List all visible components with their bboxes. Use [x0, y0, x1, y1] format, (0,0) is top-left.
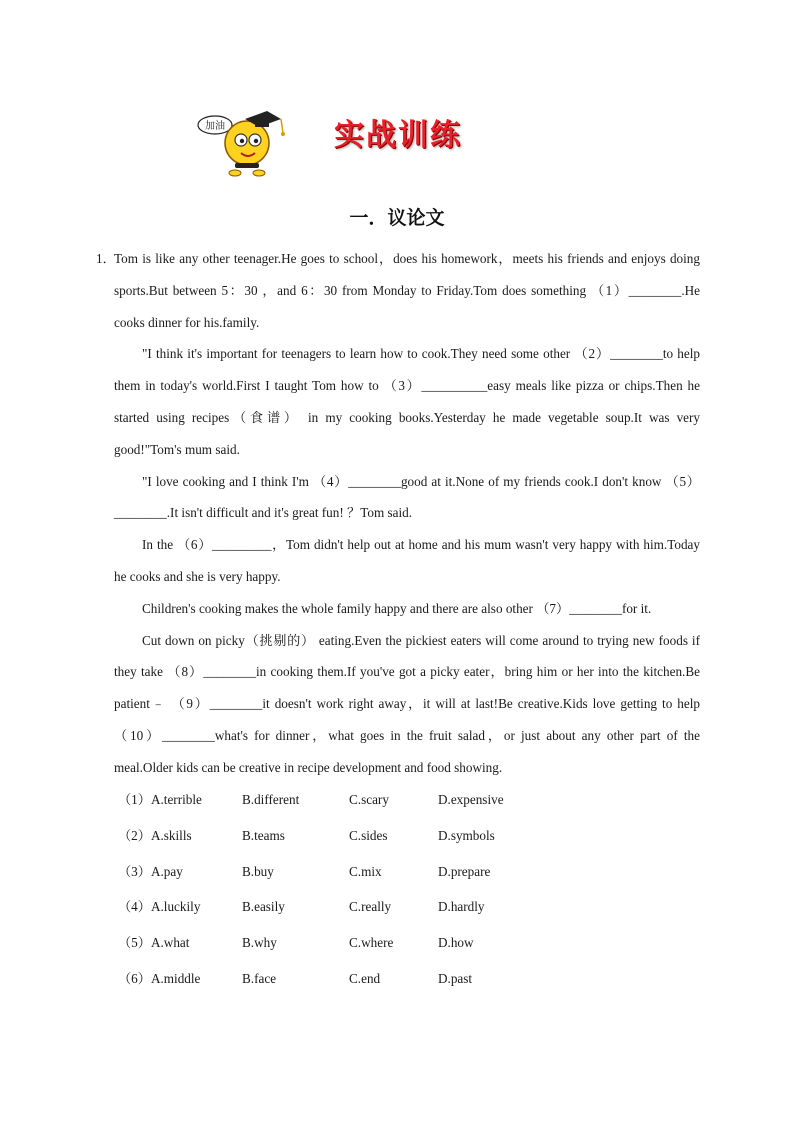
- option-a-text: A.middle: [150, 970, 201, 986]
- option-a: [118, 892, 242, 922]
- option-row-3: [118, 857, 538, 893]
- option-d: D.how: [438, 935, 474, 951]
- option-a: [118, 928, 242, 958]
- option-b: B.buy: [242, 863, 274, 879]
- option-b: B.easily: [242, 899, 285, 915]
- option-a-text: A.terrible: [150, 792, 202, 807]
- paragraph-text: Tom is like any other teenager.He goes to school，does his homework，meets his friends and enjoys doing sports.But between 5：30 ，and 6：30 from Monday to Friday.Tom does something （1）________.He cooks dinner for his.family.: [114, 251, 700, 330]
- option-a-text: A.pay: [150, 863, 183, 879]
- option-row-2: [118, 821, 538, 857]
- option-number: （2）: [118, 827, 151, 843]
- option-c: C.end: [349, 970, 381, 986]
- option-row-5: [118, 928, 538, 964]
- answer-options: [118, 785, 538, 1000]
- section-title: 一．议论文: [349, 207, 445, 229]
- option-a-text: A.luckily: [150, 899, 201, 915]
- passage-paragraph-5: Children's cooking makes the whole family happy and there are also other （7）________for it.: [142, 600, 652, 616]
- reading-passage: [96, 243, 700, 784]
- option-a-text: A.skills: [150, 827, 192, 843]
- option-row-1: [118, 785, 538, 821]
- option-b: B.why: [242, 935, 277, 951]
- option-number: （6）: [118, 970, 151, 986]
- option-b: B.face: [242, 970, 277, 986]
- passage-paragraph-2: "I think it's important for teenagers to learn how to cook.They need some other （2）________to help them in today's world.First I taught Tom how to （3）__________easy meals like pizza or chips.Then he started using recipes（食谱） in my cooking books.Yesterday he made vegetable soup.It was very good!"Tom's mum said.: [114, 346, 700, 457]
- option-d: D.prepare: [438, 863, 491, 879]
- passage-paragraph-3: "I love cooking and I think I'm （4）________good at it.None of my friends cook.I don't know （5）________.It isn't difficult and it's great fun! ？Tom said.: [114, 473, 700, 521]
- option-b: B.different: [242, 792, 300, 807]
- passage-paragraph-4: In the （6）_________，Tom didn't help out at home and his mum wasn't very happy with him.Today he cooks and she is very happy.: [114, 537, 700, 584]
- option-a: [118, 964, 242, 994]
- option-d: D.hardly: [438, 899, 485, 915]
- option-c: C.really: [349, 899, 392, 915]
- mascot-bubble-text: 加油: [205, 121, 225, 132]
- option-number: （3）: [118, 863, 151, 879]
- mascot-icon: [198, 111, 285, 176]
- option-c: C.where: [349, 935, 394, 951]
- option-row-6: [118, 964, 538, 1000]
- passage-paragraph-6: Cut down on picky（挑剔的） eating.Even the pickiest eaters will come around to trying new foods if they take （8）________in cooking them.If you've got a picky eater，bring him or her into the kitchen.Be patient﹣ （9）________it doesn't work right away，it will at last!Be creative.Kids love getting to help （10）________what's for dinner，what goes in the fruit salad，or just about any other part of the meal.Older kids can be creative in recipe development and food showing.: [114, 632, 700, 775]
- option-c: C.scary: [349, 792, 389, 807]
- option-a-text: A.what: [150, 935, 190, 951]
- passage-paragraph-1: [96, 243, 700, 338]
- option-number: （1）: [118, 792, 151, 807]
- option-d: D.past: [438, 970, 473, 986]
- option-a: [118, 821, 242, 851]
- option-row-4: [118, 892, 538, 928]
- option-d: D.symbols: [438, 827, 495, 843]
- option-a: [118, 857, 242, 887]
- option-d: D.expensive: [438, 792, 504, 807]
- banner-title: 实战训练: [334, 118, 462, 153]
- option-number: （4）: [118, 899, 151, 915]
- question-number: 1．: [96, 251, 116, 266]
- option-b: B.teams: [242, 827, 285, 843]
- option-a: [118, 785, 242, 815]
- option-c: C.mix: [349, 863, 382, 879]
- option-number: （5）: [118, 935, 151, 951]
- option-c: C.sides: [349, 827, 388, 843]
